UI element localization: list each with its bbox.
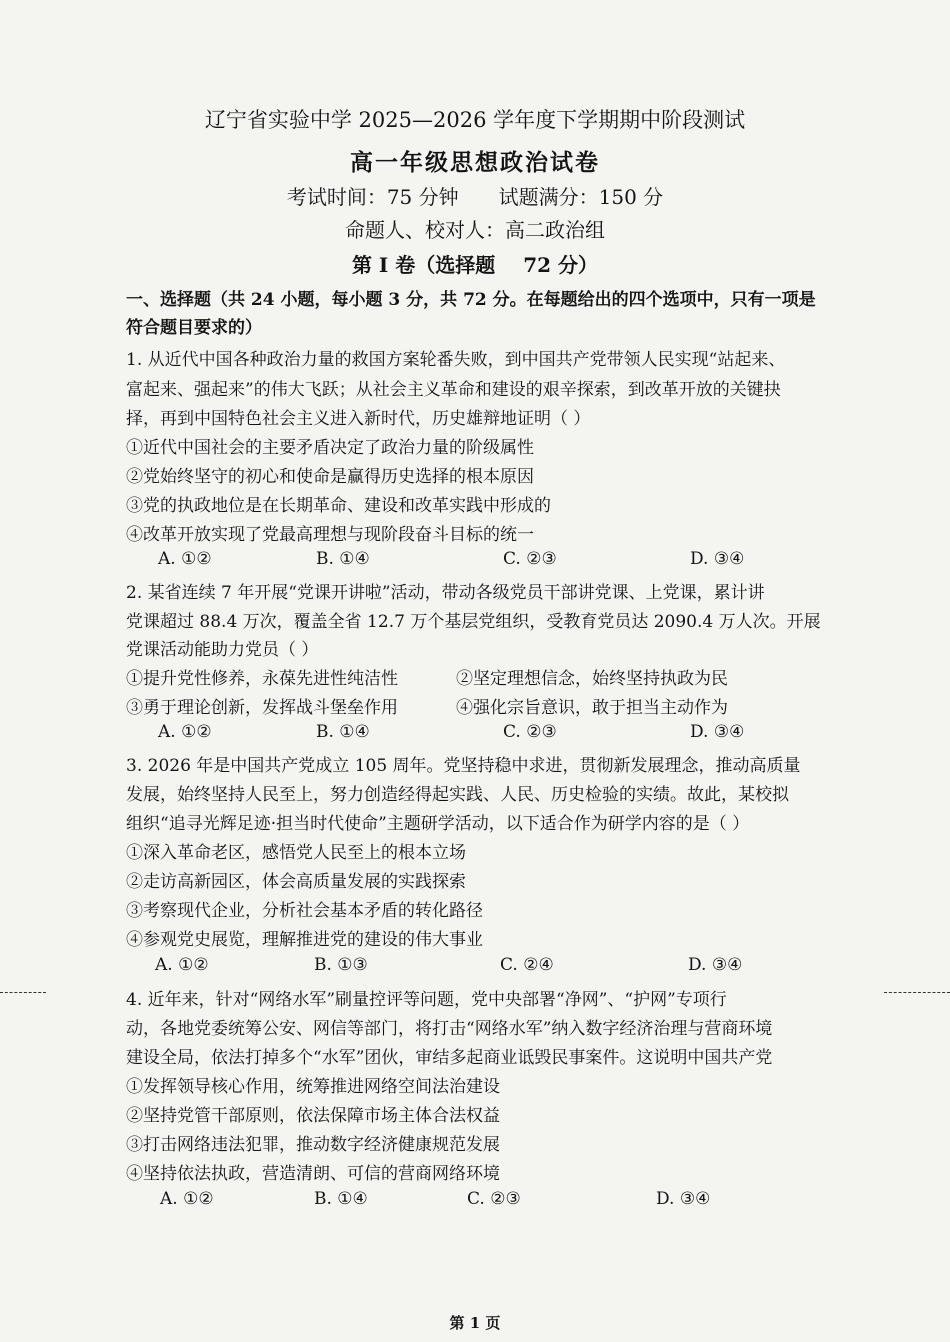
q4-item-2: ②坚持党管干部原则，依法保障市场主体合法权益 (126, 1106, 500, 1126)
q3-item-2: ②走访高新园区，体会高质量发展的实践探索 (126, 872, 466, 892)
instructions-line-1: 一、选择题（共 24 小题，每小题 3 分，共 72 分。在每题给出的四个选项中，只有一项是 (126, 290, 816, 310)
q2-stem-line-2: 党课超过 88.4 万次，覆盖全省 12.7 万个基层党组织，受教育党员达 2090.4 万人次。开展 (126, 612, 821, 632)
q3-item-4: ④参观党史展览，理解推进党的建设的伟大事业 (126, 930, 483, 950)
q4-stem-line-1: 4. 近年来，针对“网络水军”刷量控评等问题，党中央部署“净网”、“护网”专项行 (126, 990, 727, 1010)
scan-fold-line-right (884, 992, 950, 993)
exam-subtitle: 高一年级思想政治试卷 (350, 149, 600, 176)
exam-authors: 命题人、校对人：高二政治组 (345, 218, 605, 242)
section-title (0, 249, 950, 278)
q4-option-d[interactable]: D. ③④ (656, 1189, 711, 1209)
scan-fold-line-left (0, 992, 46, 993)
q1-option-b[interactable]: B. ①④ (316, 549, 370, 569)
q3-stem-line-2: 发展，始终坚持人民至上，努力创造经得起实践、人民、历史检验的实绩。故此，某校拟 (126, 785, 789, 805)
q2-stem-line-1: 2. 某省连续 7 年开展“党课开讲啦”活动，带动各级党员干部讲党课、上党课，累计讲 (126, 583, 765, 603)
section-name: 第 I 卷（选择题 (351, 253, 496, 277)
q2-option-b[interactable]: B. ①④ (316, 722, 370, 742)
q1-item-2: ②党始终坚守的初心和使命是赢得历史选择的根本原因 (126, 467, 534, 487)
q2-item-3: ③勇于理论创新，发挥战斗堡垒作用 (126, 698, 398, 718)
q3-stem-line-3: 组织“追寻光辉足迹·担当时代使命”主题研学活动，以下适合作为研学内容的是（ ） (126, 814, 750, 834)
exam-time: 考试时间：75 分钟 (286, 185, 459, 209)
q3-item-3: ③考察现代企业，分析社会基本矛盾的转化路径 (126, 901, 483, 921)
q1-stem-line-1: 1. 从近代中国各种政治力量的救国方案轮番失败，到中国共产党带领人民实现“站起来、 (126, 350, 786, 370)
q4-option-b[interactable]: B. ①④ (314, 1189, 368, 1209)
q2-item-row-1 (126, 664, 728, 689)
section-score: 72 分） (523, 253, 599, 277)
q3-stem-line-1: 3. 2026 年是中国共产党成立 105 周年。党坚持稳中求进，贯彻新发展理念，推动高质量 (126, 756, 801, 776)
exam-title: 辽宁省实验中学 2025—2026 学年度下学期期中阶段测试 (204, 108, 746, 132)
page-number: 第 1 页 (449, 1314, 501, 1332)
q1-stem-line-3: 择，再到中国特色社会主义进入新时代，历史雄辩地证明（ ） (126, 409, 591, 429)
q1-option-c[interactable]: C. ②③ (503, 549, 557, 569)
instructions-line-2: 符合题目要求的） (126, 318, 262, 338)
full-score: 试题满分：150 分 (498, 185, 664, 209)
q1-item-3: ③党的执政地位是在长期革命、建设和改革实践中形成的 (126, 496, 551, 516)
q2-option-d[interactable]: D. ③④ (690, 722, 745, 742)
q1-stem-line-2: 富起来、强起来”的伟大飞跃；从社会主义革命和建设的艰辛探索，到改革开放的关键抉 (126, 380, 781, 400)
exam-meta (0, 181, 950, 210)
q1-item-4: ④改革开放实现了党最高理想与现阶段奋斗目标的统一 (126, 525, 534, 545)
q1-option-d[interactable]: D. ③④ (690, 549, 745, 569)
q2-item-1: ①提升党性修养，永葆先进性纯洁性 (126, 669, 398, 689)
q2-option-a[interactable]: A. ①② (158, 722, 212, 742)
q1-item-1: ①近代中国社会的主要矛盾决定了政治力量的阶级属性 (126, 438, 534, 458)
q4-item-3: ③打击网络违法犯罪，推动数字经济健康规范发展 (126, 1135, 500, 1155)
q4-item-4: ④坚持依法执政，营造清朗、可信的营商网络环境 (126, 1164, 500, 1184)
q4-option-c[interactable]: C. ②③ (467, 1189, 521, 1209)
q2-item-row-2 (126, 693, 728, 718)
q2-item-2: ②坚定理想信念，始终坚持执政为民 (456, 669, 728, 689)
q2-item-4: ④强化宗旨意识，敢于担当主动作为 (456, 698, 728, 718)
q4-item-1: ①发挥领导核心作用，统筹推进网络空间法治建设 (126, 1077, 500, 1097)
q3-option-a[interactable]: A. ①② (155, 955, 209, 975)
q3-option-d[interactable]: D. ③④ (688, 955, 743, 975)
q4-option-a[interactable]: A. ①② (160, 1189, 214, 1209)
q2-stem-line-3: 党课活动能助力党员（ ） (126, 640, 319, 660)
q3-item-1: ①深入革命老区，感悟党人民至上的根本立场 (126, 843, 466, 863)
q2-option-c[interactable]: C. ②③ (503, 722, 557, 742)
q4-stem-line-2: 动，各地党委统筹公安、网信等部门，将打击“网络水军”纳入数字经济治理与营商环境 (126, 1019, 773, 1039)
q3-option-b[interactable]: B. ①③ (314, 955, 368, 975)
q3-option-c[interactable]: C. ②④ (500, 955, 554, 975)
q1-option-a[interactable]: A. ①② (158, 549, 212, 569)
q4-stem-line-3: 建设全局，依法打掉多个“水军”团伙，审结多起商业诋毁民事案件。这说明中国共产党 (126, 1048, 773, 1068)
